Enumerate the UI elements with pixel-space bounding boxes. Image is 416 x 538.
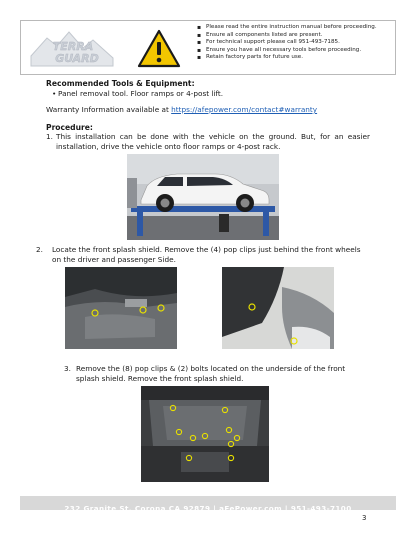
tools-heading: Recommended Tools & Equipment: bbox=[46, 79, 195, 88]
step1-text: This installation can be done with the vehicle on the ground. But, for an easier installation, drive the vehicle onto floor ramps or 4-post rack. bbox=[56, 132, 370, 151]
warranty-link[interactable]: https://afepower.com/contact#warranty bbox=[171, 105, 318, 114]
warning-triangle-icon bbox=[137, 29, 181, 69]
note-item: ▪ Ensure you have all necessary tools before proceeding. bbox=[197, 47, 393, 55]
note-item: ▪ Ensure all components listed are present. bbox=[197, 32, 393, 40]
tools-item: • Panel removal tool. Floor ramps or 4-post lift. bbox=[52, 89, 224, 98]
step2-text: Locate the front splash shield. Remove the (4) pop clips just behind the front wheels on the driver and passenger Side. bbox=[52, 245, 361, 264]
terra-guard-logo bbox=[27, 26, 117, 70]
vehicle-on-lift-photo bbox=[127, 154, 279, 240]
driver-side-clips-photo bbox=[65, 267, 177, 349]
note-item: ▪ For technical support please call 951-493-7185. bbox=[197, 39, 393, 47]
passenger-side-clips-photo bbox=[222, 267, 334, 349]
tools-item-text: Panel removal tool. Floor ramps or 4-post lift. bbox=[58, 89, 224, 98]
step3-text: Remove the (8) pop clips & (2) bolts located on the underside of the front splash shield. Remove the front splash shield. bbox=[76, 364, 346, 383]
procedure-heading: Procedure: bbox=[46, 123, 93, 132]
logo-text-guard: GUARD bbox=[55, 52, 99, 65]
footer-address: 232 Granite St. Corona CA 92879 | aFePower.com | 951-493-7100 bbox=[64, 504, 352, 513]
footer-bar bbox=[20, 496, 396, 513]
step2-number: 2. bbox=[36, 245, 43, 254]
notes-list bbox=[197, 24, 393, 62]
header-box bbox=[20, 20, 396, 75]
note-item: ▪ Please read the entire instruction manual before proceeding. bbox=[197, 24, 393, 32]
note-item: ▪ Retain factory parts for future use. bbox=[197, 54, 393, 62]
step3-number: 3. bbox=[64, 364, 71, 373]
splash-shield-underside-photo bbox=[141, 386, 269, 482]
warranty-prefix: Warranty Information available at bbox=[46, 105, 172, 114]
page-number: 3 bbox=[362, 514, 367, 522]
logo-text-terra: TERRA bbox=[52, 40, 94, 53]
step1-number: 1. bbox=[46, 132, 53, 141]
warranty-line bbox=[46, 105, 317, 115]
